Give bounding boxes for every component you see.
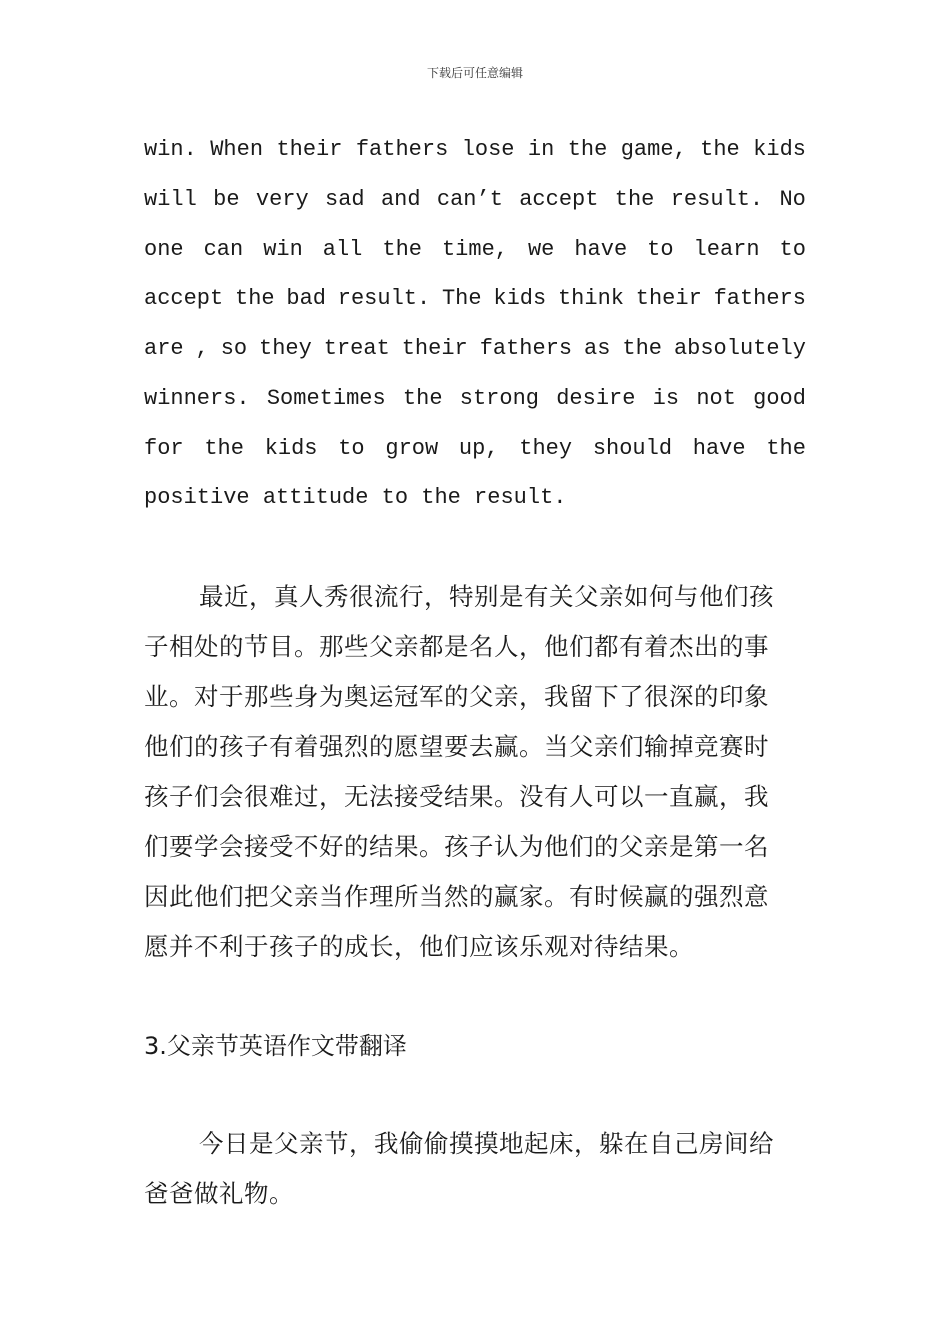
word: be bbox=[213, 187, 240, 212]
word: lose bbox=[461, 137, 515, 162]
word: When bbox=[210, 137, 264, 162]
english-line-7 bbox=[144, 434, 806, 464]
word: to bbox=[647, 237, 674, 262]
word: their bbox=[276, 137, 343, 162]
english-line-5 bbox=[144, 334, 806, 364]
word: time, bbox=[441, 237, 508, 262]
english-line-4 bbox=[144, 284, 806, 314]
word: their bbox=[635, 286, 702, 311]
word: win. bbox=[144, 137, 197, 162]
chinese-line-5: 孩子们会很难过，无法接受结果。没有人可以一直赢，我 bbox=[144, 782, 769, 811]
word: they bbox=[519, 436, 573, 461]
chinese-paragraph-2-line-2: 爸爸做礼物。 bbox=[144, 1179, 294, 1208]
word: the bbox=[700, 137, 740, 162]
word: result. bbox=[670, 187, 764, 212]
word: can bbox=[203, 237, 244, 262]
word: in bbox=[527, 137, 555, 162]
word: to bbox=[779, 237, 806, 262]
word: we bbox=[527, 237, 555, 262]
word: one bbox=[144, 237, 184, 262]
chinese-line-3: 业。对于那些身为奥运冠军的父亲，我留下了很深的印象 bbox=[144, 682, 769, 711]
word: as bbox=[584, 336, 611, 361]
word: can’t bbox=[436, 187, 503, 212]
chinese-line-2: 子相处的节目。那些父亲都是名人，他们都有着杰出的事 bbox=[144, 632, 769, 661]
word: Sometimes bbox=[266, 386, 386, 411]
word: up, bbox=[458, 436, 499, 461]
english-line-2 bbox=[144, 185, 806, 215]
word: result. bbox=[337, 286, 431, 311]
chinese-line-8: 愿并不利于孩子的成长，他们应该乐观对待结果。 bbox=[144, 932, 694, 961]
word: kids bbox=[493, 286, 547, 311]
word: the bbox=[402, 386, 443, 411]
chinese-paragraph-2-line-1: 今日是父亲节，我偷偷摸摸地起床，躲在自己房间给 bbox=[199, 1129, 774, 1158]
word: win bbox=[263, 237, 303, 262]
word: accept bbox=[144, 286, 224, 311]
word: good bbox=[753, 386, 806, 411]
word: and bbox=[380, 187, 421, 212]
word: sad bbox=[325, 187, 365, 212]
word: the bbox=[204, 436, 244, 461]
word: will bbox=[144, 187, 197, 212]
word: No bbox=[779, 187, 806, 212]
section-heading: 3.父亲节英语作文带翻译 bbox=[144, 1032, 407, 1060]
word: absolutely bbox=[673, 336, 806, 361]
word: fathers bbox=[479, 336, 573, 361]
word: so bbox=[220, 336, 248, 361]
chinese-line-6: 们要学会接受不好的结果。孩子认为他们的父亲是第一名 bbox=[144, 832, 769, 861]
word: for bbox=[144, 436, 184, 461]
word: the bbox=[622, 336, 662, 361]
word: not bbox=[696, 386, 736, 411]
word: The bbox=[441, 286, 482, 311]
word: bad bbox=[286, 286, 326, 311]
word: the bbox=[235, 286, 275, 311]
word: should bbox=[592, 436, 673, 461]
english-line-1 bbox=[144, 135, 806, 165]
chinese-line-7: 因此他们把父亲当作理所当然的赢家。有时候赢的强烈意 bbox=[144, 882, 769, 911]
chinese-line-1: 最近，真人秀很流行，特别是有关父亲如何与他们孩 bbox=[199, 582, 774, 611]
english-line-8: positive attitude to the result. bbox=[144, 485, 567, 510]
word: grow bbox=[385, 436, 439, 461]
page-header: 下载后可任意编辑 bbox=[426, 66, 523, 80]
word: desire bbox=[556, 386, 636, 411]
word: learn bbox=[693, 237, 760, 262]
word: the bbox=[382, 237, 422, 262]
word: the bbox=[766, 436, 806, 461]
word: winners. bbox=[144, 386, 250, 411]
word: are bbox=[144, 336, 184, 361]
word: , bbox=[195, 336, 209, 361]
english-line-6 bbox=[144, 384, 806, 414]
word: all bbox=[322, 237, 363, 262]
word: their bbox=[401, 336, 468, 361]
word: is bbox=[652, 386, 680, 411]
word: they bbox=[259, 336, 312, 361]
chinese-line-4: 他们的孩子有着强烈的愿望要去赢。当父亲们输掉竞赛时 bbox=[144, 732, 769, 761]
word: to bbox=[338, 436, 365, 461]
word: accept bbox=[519, 187, 599, 212]
word: kids bbox=[753, 137, 806, 162]
english-line-3 bbox=[144, 235, 806, 265]
word: fathers bbox=[355, 137, 449, 162]
word: kids bbox=[264, 436, 318, 461]
word: have bbox=[692, 436, 746, 461]
word: treat bbox=[323, 336, 390, 361]
word: the bbox=[614, 187, 655, 212]
word: very bbox=[255, 187, 309, 212]
word: game, bbox=[620, 137, 687, 162]
word: strong bbox=[459, 386, 539, 411]
word: think bbox=[557, 286, 624, 311]
word: fathers bbox=[713, 286, 806, 311]
word: the bbox=[567, 137, 608, 162]
word: have bbox=[574, 237, 628, 262]
